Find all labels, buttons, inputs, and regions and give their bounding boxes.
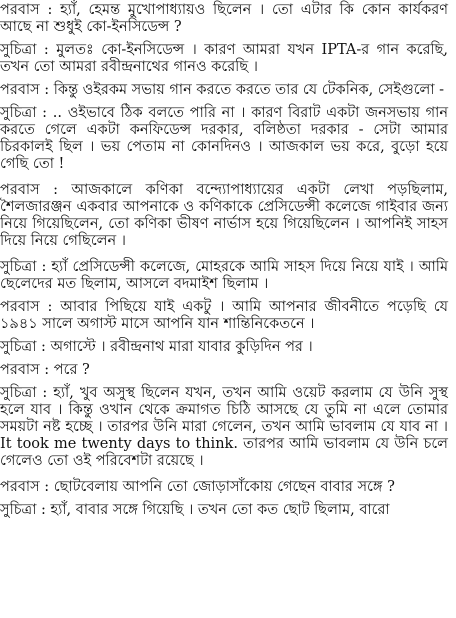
speaker-label: সুচিত্রা :	[0, 259, 47, 275]
speaker-label: পরবাস :	[0, 299, 53, 315]
utterance-text: ছোটবেলায় আপনি তো জোড়াসাঁকোয় গেছেন বাবার সঙ্গে ?	[49, 479, 395, 495]
dialogue-paragraph	[0, 362, 448, 379]
speaker-label: সুচিত্রা :	[0, 339, 46, 355]
utterance-text: হ্যাঁ, বাবার সঙ্গে গিয়েছি । তখন তো কত ছোট ছিলাম, বারো	[45, 502, 390, 518]
utterance-text: আজকালে কণিকা বন্দ্যোপাধ্যায়ের একটা লেখা পড়ছিলাম, শৈলজারঞ্জন একবার আপনাকে ও কণিকাকে প্রেসিডেন্সী কলেজে গাইবার জন্য নিয়ে গিয়েছিলেন, তো কণিকা ভীষণ নার্ভাস হয়ে গিয়েছিলেন । আপনিই সাহস দিয়ে নিয়ে গেছিলেন ।	[0, 182, 449, 249]
speaker-label: পরবাস :	[0, 479, 50, 495]
utterance-text: মুলতঃ কো-ইনসিডেন্স । কারণ আমরা যখন IPTA-র গান করেছি, তখন তো আমরা রবীন্দ্রনাথের গানও করেছি ।	[0, 42, 448, 75]
utterance-text: অগাস্টে । রবীন্দ্রনাথ মারা যাবার কুড়িদিন পর ।	[45, 339, 313, 355]
speaker-label: পরবাস :	[0, 2, 53, 18]
dialogue-paragraph	[0, 82, 448, 99]
dialogue-paragraph	[0, 259, 448, 293]
utterance-text: হ্যাঁ প্রেসিডেন্সী কলেজে, মোহরকে আমি সাহস দিয়ে নিয়ে যাই । আমি ছেলেদের মত ছিলাম, আসলে বদমাইশ ছিলাম ।	[0, 259, 448, 292]
speaker-label: সুচিত্রা :	[0, 385, 48, 401]
speaker-label: পরবাস :	[0, 82, 50, 98]
dialogue-paragraph	[0, 105, 448, 173]
dialogue-paragraph	[0, 339, 448, 356]
dialogue-paragraph	[0, 502, 448, 519]
utterance-text: .. ওইভাবে ঠিক বলতে পারি না । কারণ বিরাট একটা জনসভায় গান করতে গেলে একটা কনফিডেন্স দরকার, বলিষ্ঠতা দরকার - সেটা আমার চিরকালই ছিল । ভয় পেতাম না কোনদিনও । আজকাল ভয় করে, বুড়ো হয়ে গেছি তো !	[0, 105, 448, 172]
utterance-text: হ্যাঁ, খুব অসুস্থ ছিলেন যখন, তখন আমি ওয়েট করলাম যে উনি সুস্থ হলে যাব । কিন্তু ওখান থেকে ক্রমাগত চিঠি আসছে যে তুমি না এলে তোমার সময়টা নষ্ট হচ্ছে । তারপর উনি মারা গেলেন, তখন আমি ভাবলাম যে যাব না । It took me twenty days to think. তারপর আমি ভাবলাম যে উনি চলে গেলেও তো ওই পরিবেশটা রয়েছে ।	[0, 385, 448, 469]
utterance-text: হ্যাঁ, হেমন্ত মুখোপাধ্যায়ও ছিলেন । তো এটার কি কোন কার্যকরণ আছে না শুধুই কো-ইনসিডেন্স ?	[0, 2, 448, 35]
speaker-label: সুচিত্রা :	[0, 42, 49, 58]
dialogue-paragraph	[0, 182, 448, 250]
dialogue-paragraph	[0, 479, 448, 496]
utterance-text: কিন্তু ওইরকম সভায় গান করতে করতে তার যে টেকনিক, সেইগুলো -	[49, 82, 445, 98]
dialogue-paragraph	[0, 2, 448, 36]
speaker-label: পরবাস :	[0, 182, 58, 198]
dialogue-paragraph	[0, 299, 448, 333]
dialogue-paragraph	[0, 385, 448, 470]
utterance-text: আবার পিছিয়ে যাই একটু । আমি আপনার জীবনীতে পড়েছি যে ১৯৪১ সালে অগাস্ট মাসে আপনি যান শান্তিনিকেতনে ।	[0, 299, 448, 332]
dialogue-paragraph	[0, 42, 448, 76]
speaker-label: পরবাস :	[0, 362, 50, 378]
utterance-text: পরে ?	[49, 362, 90, 378]
speaker-label: সুচিত্রা :	[0, 502, 46, 518]
speaker-label: সুচিত্রা :	[0, 105, 48, 121]
